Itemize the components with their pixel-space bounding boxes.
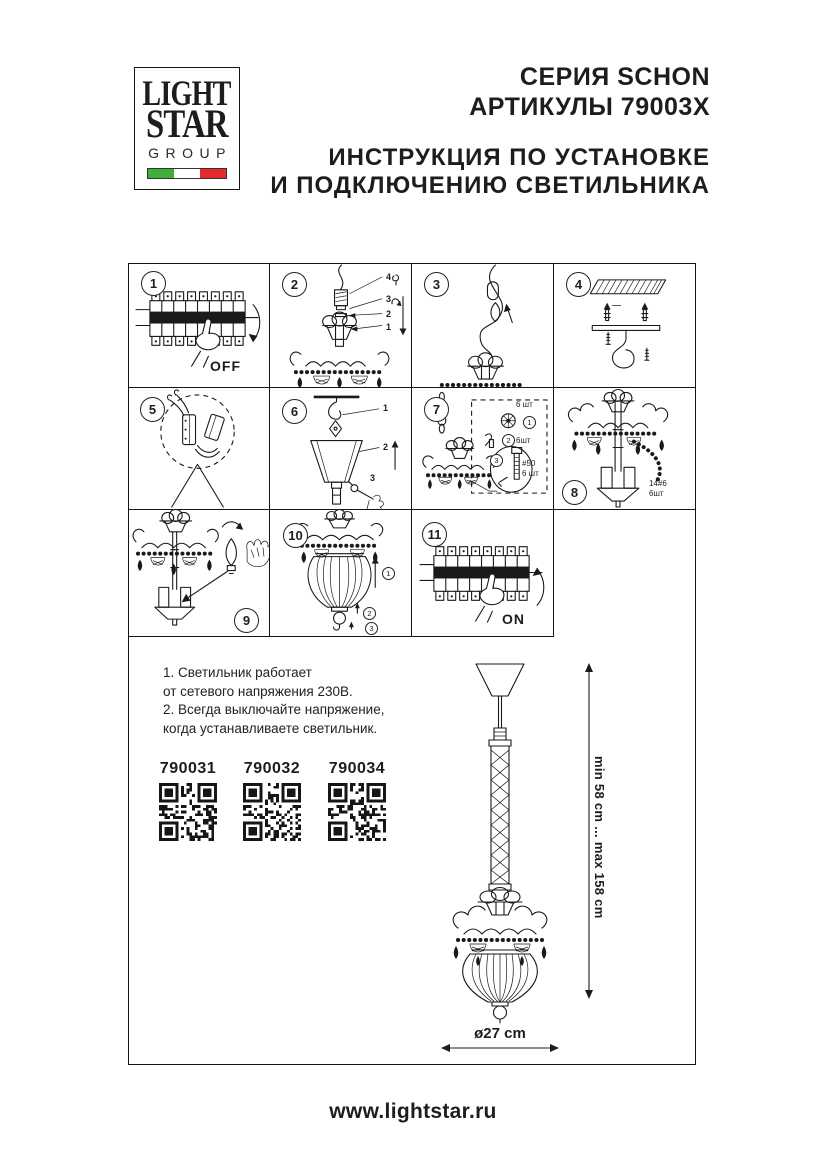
finger-icon [196,319,220,350]
on-label: ON [502,611,525,627]
note-line-3: 2. Всегда выключайте напряжение, [163,702,385,717]
callout-2: 2 [383,442,389,452]
step-4-cell [554,263,696,388]
marker-1: 1 [382,567,395,580]
callout-1: 1 [383,403,389,413]
step-number: 10 [283,523,308,548]
step-number: 4 [566,272,591,297]
step-number: 9 [234,608,259,633]
hook-glyph-icon [334,624,340,630]
qty-2-label: 6шт [516,436,531,445]
turn-arrow-icon [392,299,399,304]
step-number: 5 [140,397,165,422]
marker-2: 2 [502,434,515,447]
step-1-cell [128,263,270,388]
diameter-dimension-label: ø27 cm [474,1025,526,1042]
article-number: 790034 [328,760,386,777]
instruction-title [270,144,710,200]
product-790031 [156,760,220,846]
callout-3: 3 [370,473,376,483]
flag-red [200,169,226,178]
flag-white [174,169,200,178]
qr-code [243,783,301,841]
safety-notes [163,664,433,738]
step-number: 7 [424,397,449,422]
product-790034 [325,760,389,846]
note-line-2: от сетевого напряжения 230В. [163,683,353,699]
step-number: 11 [422,522,447,547]
marker-3: 3 [365,622,378,635]
finger-icon [480,574,504,605]
step-2-cell [270,263,412,388]
callout-4: 4 [386,272,392,282]
step-8-cell [554,388,696,510]
series-title: СЕРИЯ SCHON [519,63,710,91]
callout-2: 2 [386,309,392,319]
footer-url: www.lightstar.ru [329,1100,497,1123]
step-7-cell [412,388,554,510]
height-dimension-label: min 58 cm ... max 158 cm [592,756,607,919]
flag-green [148,169,174,178]
step-number: 6 [282,399,307,424]
marker-1: 1 [523,416,536,429]
series-block [469,62,710,122]
logo-word-group: GROUP [148,145,232,161]
marker-3: 3 [490,454,503,467]
callout-1: 1 [386,322,392,332]
qty-top-label: 6 шт [516,400,533,409]
instruction-title-line1: ИНСТРУКЦИЯ ПО УСТАНОВКЕ [328,144,710,171]
step-number: 8 [562,480,587,505]
hook-glyph-icon [393,275,399,285]
candle-bulb-icon [226,539,236,566]
step-9-cell [128,510,270,637]
step-5-cell [128,388,270,510]
qty-label: 6шт [649,489,664,498]
arrow-down-icon [253,305,260,341]
step-10-cell [270,510,412,637]
callout-3: 3 [386,294,392,304]
note-line-1: 1. Светильник работает [163,665,312,680]
off-label: OFF [210,358,241,374]
marker-2: 2 [363,607,376,620]
qr-code [159,783,217,841]
step-3-cell [412,263,554,388]
step-11-cell [412,510,554,637]
article-number: 790031 [159,760,217,777]
logo-word-light: LIGHT [142,73,232,113]
logo-word-star: STAR [146,101,228,146]
note-line-4: когда устанавливаете светильник. [163,720,378,736]
step-6-cell [270,388,412,510]
part-3-label: #50 [522,459,536,468]
articles-title: АРТИКУЛЫ 79003Х [469,93,710,121]
product-790032 [240,760,304,846]
qty-3-label: 6 шт [522,469,539,478]
step-number: 1 [141,271,166,296]
arrow-up-icon [537,570,544,606]
lightstar-logo [134,67,240,190]
instruction-title-line2: И ПОДКЛЮЧЕНИЮ СВЕТИЛЬНИКА [270,172,710,199]
pendant-lamp-dimension-drawing [430,650,610,1060]
step-number: 2 [282,272,307,297]
part-label: 14#6 [649,479,667,488]
italian-flag-icon [147,168,227,179]
article-number: 790032 [243,760,301,777]
qr-code [328,783,386,841]
step-number: 3 [424,272,449,297]
hand-icon [247,540,269,567]
